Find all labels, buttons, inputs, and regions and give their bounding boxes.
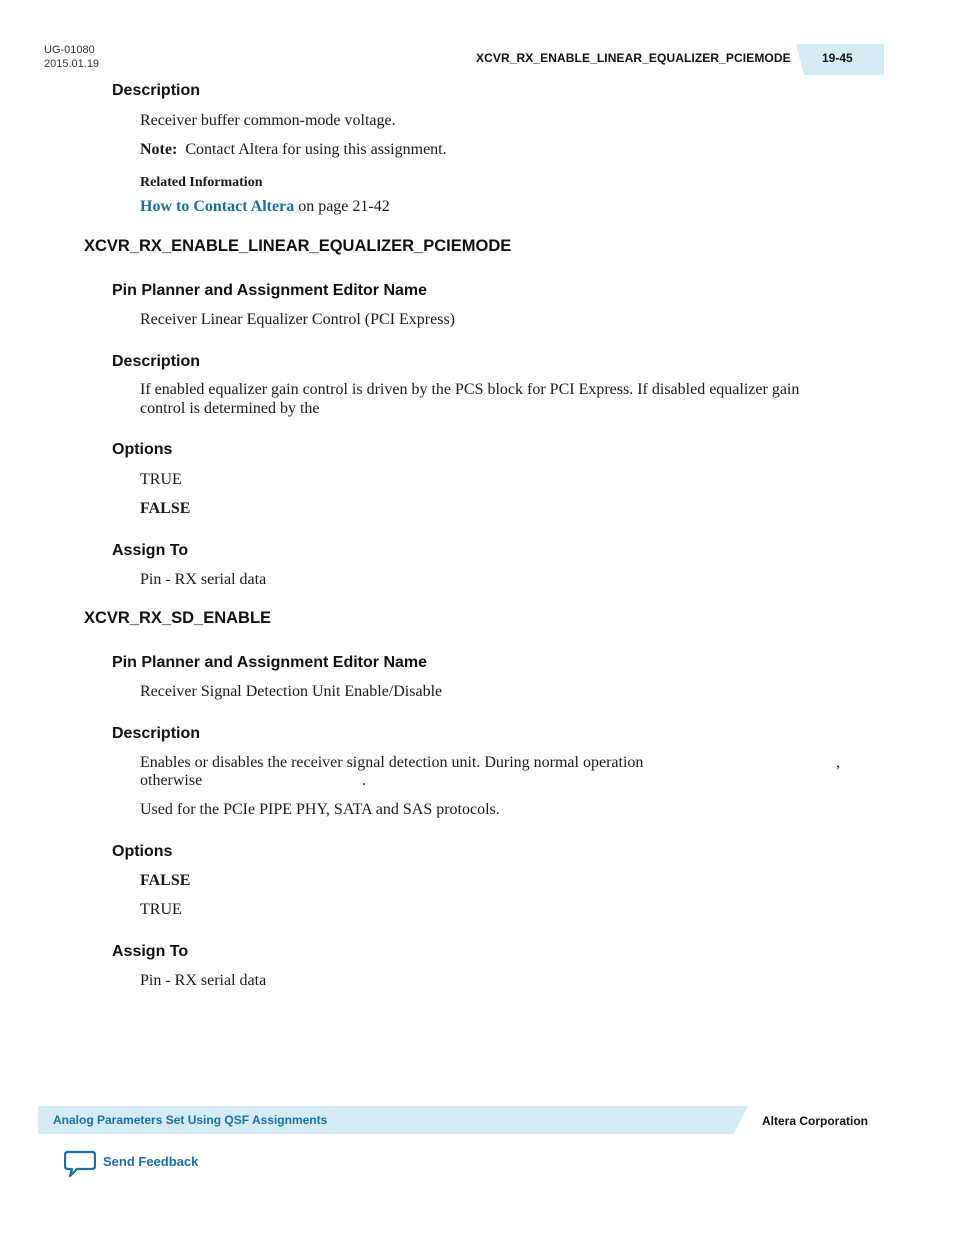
assign-to-heading: Assign To	[112, 943, 189, 960]
assign-to-value: Pin - RX serial data	[140, 571, 267, 588]
description-heading: Description	[112, 725, 201, 742]
description-punctuation: ,	[836, 754, 840, 771]
footer-section-link[interactable]: Analog Parameters Set Using QSF Assignments	[53, 1113, 328, 1127]
description-text: Receiver buffer common-mode voltage.	[140, 112, 396, 129]
feedback-speech-bubble-icon[interactable]	[64, 1150, 96, 1178]
description-line: Used for the PCIe PIPE PHY, SATA and SAS protocols.	[140, 801, 500, 818]
options-heading: Options	[112, 441, 173, 458]
description-line: If enabled equalizer gain control is driven by the PCS block for PCI Express. If disabled equalizer gain	[140, 381, 800, 398]
related-information-heading: Related Information	[140, 175, 263, 190]
how-to-contact-altera-link[interactable]: How to Contact Altera	[140, 198, 295, 215]
document-id: UG-01080	[44, 44, 95, 56]
option-false-default	[140, 871, 190, 890]
running-header-title: XCVR_RX_ENABLE_LINEAR_EQUALIZER_PCIEMODE	[476, 51, 791, 65]
pin-planner-value: Receiver Signal Detection Unit Enable/Disable	[140, 683, 443, 700]
option-true: TRUE	[140, 901, 182, 918]
pin-planner-value: Receiver Linear Equalizer Control (PCI Express)	[140, 311, 455, 328]
options-heading: Options	[112, 843, 173, 860]
note-label: Note:	[140, 141, 178, 158]
description-heading: Description	[112, 82, 201, 99]
note-text: Contact Altera for using this assignment.	[185, 141, 447, 158]
footer-company: Altera Corporation	[762, 1114, 869, 1128]
page-number: 19-45	[822, 51, 853, 65]
section-title-sd-enable: XCVR_RX_SD_ENABLE	[84, 609, 272, 627]
send-feedback-link[interactable]: Send Feedback	[103, 1154, 199, 1169]
document-id-block	[44, 43, 99, 71]
document-date: 2015.01.19	[44, 58, 100, 70]
assign-to-value: Pin - RX serial data	[140, 972, 267, 989]
related-page-ref: on page 21-42	[298, 198, 390, 215]
description-line: otherwise	[140, 772, 203, 789]
related-information-line	[140, 197, 390, 216]
pin-planner-heading: Pin Planner and Assignment Editor Name	[112, 282, 428, 299]
pin-planner-heading: Pin Planner and Assignment Editor Name	[112, 654, 428, 671]
description-line: control is determined by the	[140, 400, 320, 417]
section-title-linear-equalizer: XCVR_RX_ENABLE_LINEAR_EQUALIZER_PCIEMODE	[84, 237, 512, 255]
option-false-default	[140, 499, 190, 518]
description-punctuation: .	[362, 772, 366, 789]
option-true: TRUE	[140, 471, 182, 488]
option-label: FALSE	[140, 872, 191, 889]
option-label: FALSE	[140, 500, 191, 517]
description-text	[140, 380, 799, 418]
description-heading: Description	[112, 353, 201, 370]
note	[140, 140, 447, 159]
description-line: Enables or disables the receiver signal detection unit. During normal operation	[140, 754, 644, 771]
assign-to-heading: Assign To	[112, 542, 189, 559]
